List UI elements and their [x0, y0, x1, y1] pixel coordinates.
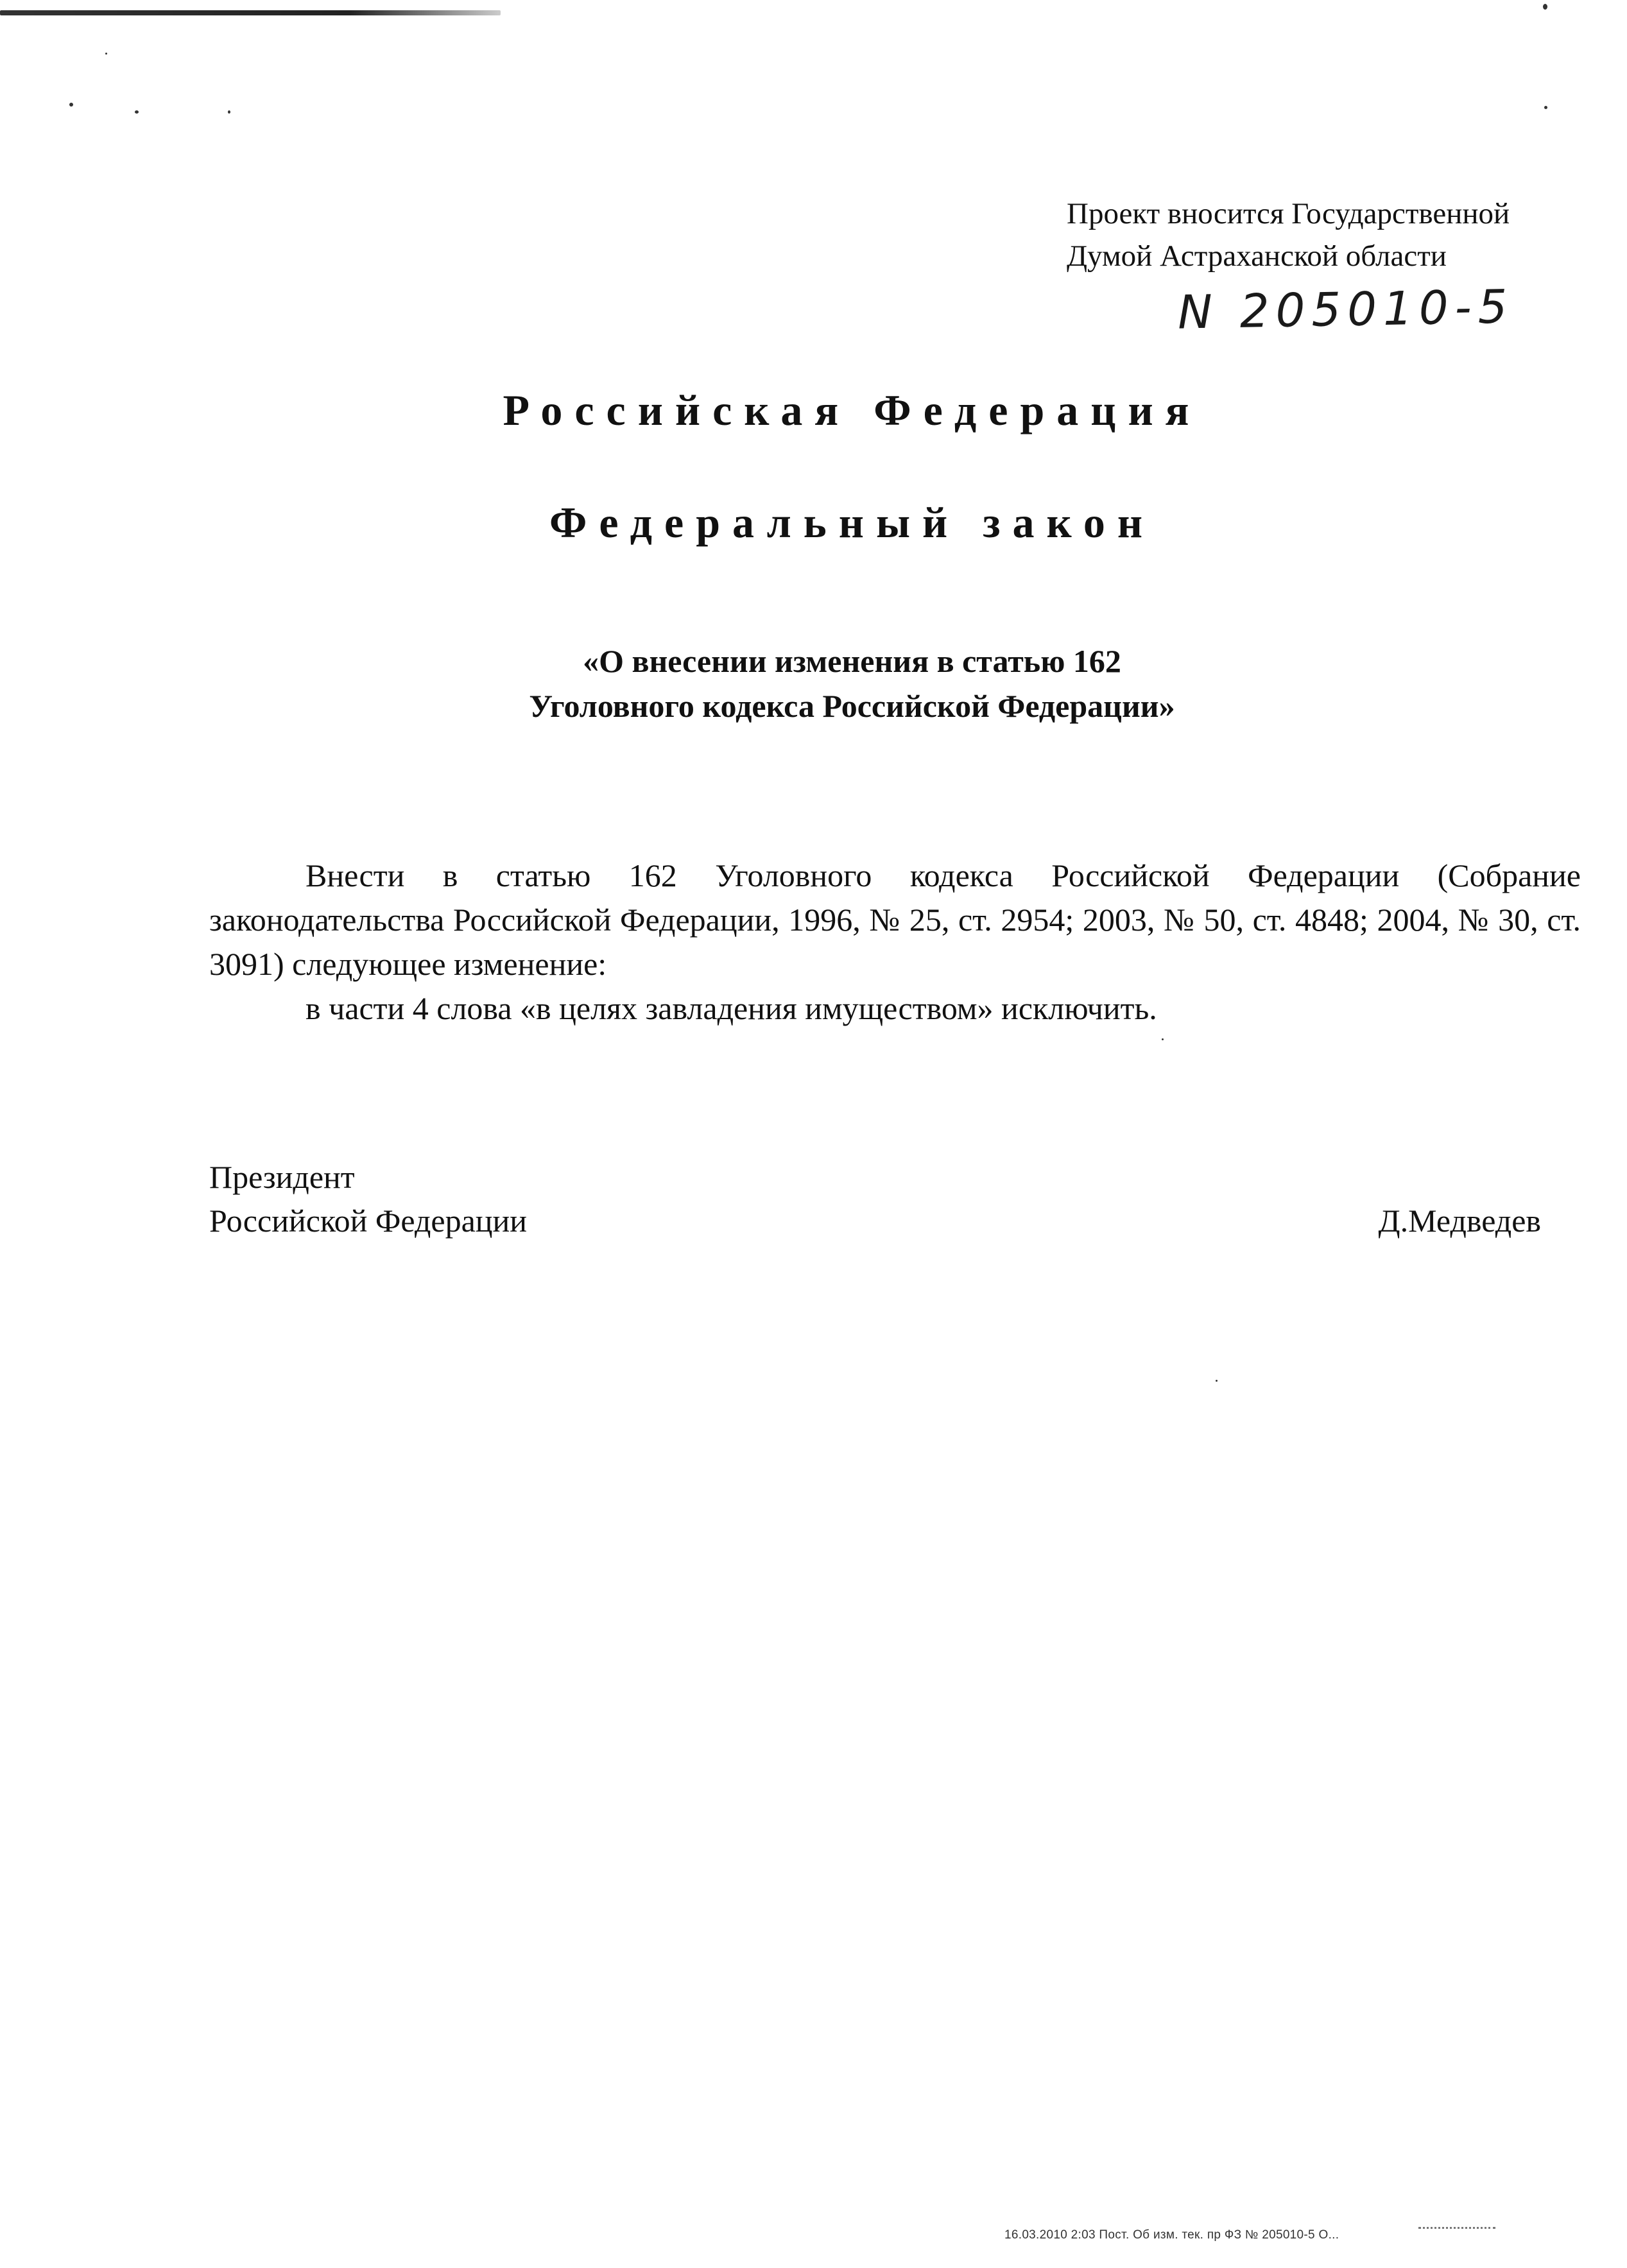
signature-block	[209, 1155, 1581, 1242]
scan-speck	[228, 110, 230, 114]
scan-speck	[1543, 4, 1547, 10]
law-body	[209, 854, 1581, 1031]
submitter-line-2: Думой Астраханской области	[1067, 239, 1447, 273]
scan-speck	[1162, 1038, 1164, 1040]
law-title-line-1: «О внесении изменения в статью 162	[583, 643, 1121, 679]
law-title-line-2: Уголовного кодекса Российской Федерации»	[529, 688, 1175, 724]
amendment-text: в части 4 слова «в целях завладения имуществом» исключить.	[306, 990, 1157, 1026]
submitter-line-1: Проект вносится Государственной	[1067, 197, 1510, 230]
scan-artifact-line	[0, 10, 501, 15]
scan-speck	[1544, 106, 1547, 109]
registration-number: N 205010-5	[1177, 279, 1515, 339]
scan-speck	[69, 103, 73, 107]
signatory-position-line-2: Российской Федерации	[209, 1203, 528, 1239]
heading-country: Российская Федерация	[503, 386, 1201, 434]
footer-scan-artifact	[1418, 2227, 1495, 2231]
bill-submitter-note	[1067, 193, 1510, 277]
body-paragraph: Внести в статью 162 Уголовного кодекса Российской Федерации (Собрание законодательства Российской Федерации, 1996, № 25, ст. 2954; 2003, № 50, ст. 4848; 2004, № 30, ст. 3091) следующее изменение:	[209, 857, 1581, 982]
scan-speck	[1216, 1380, 1218, 1382]
signatory-position-line-1: Президент	[209, 1159, 355, 1195]
signatory-name: Д.Медведев	[1378, 1203, 1541, 1239]
footer-file-stamp: 16.03.2010 2:03 Пост. Об изм. тек. пр ФЗ № 205010-5 О...	[1004, 2228, 1339, 2242]
scan-speck	[135, 110, 139, 114]
law-title	[0, 639, 1627, 728]
scan-speck	[105, 53, 107, 55]
heading-law-type: Федеральный закон	[549, 498, 1155, 547]
